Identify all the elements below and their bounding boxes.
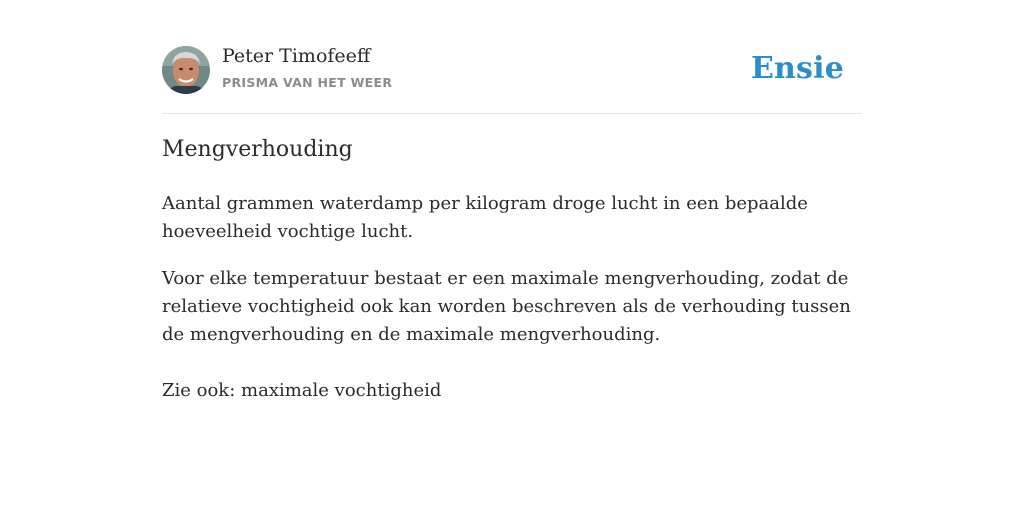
see-also-prefix: Zie ook: bbox=[162, 380, 242, 401]
avatar-photo-icon bbox=[162, 46, 210, 94]
definition-card bbox=[162, 0, 862, 401]
source-name[interactable]: PRISMA VAN HET WEER bbox=[222, 75, 393, 90]
explanation-paragraph: Voor elke temperatuur bestaat er een maximale mengverhouding, zodat de relatieve vochtigheid ook kan worden beschreven als de verhouding tussen de mengverhouding en de maximale mengverhouding. bbox=[162, 268, 851, 345]
page-title: Mengverhouding bbox=[162, 137, 353, 162]
see-also bbox=[162, 377, 852, 405]
author-name[interactable]: Peter Timofeeff bbox=[222, 45, 371, 67]
definition-paragraph: Aantal grammen waterdamp per kilogram droge lucht in een bepaalde hoeveelheid vochtige lucht. bbox=[162, 193, 808, 242]
see-also-link[interactable]: maximale vochtigheid bbox=[241, 380, 442, 401]
ensie-logo-link[interactable]: Ensie bbox=[750, 51, 844, 86]
card-header bbox=[162, 0, 862, 114]
author-avatar[interactable] bbox=[162, 46, 210, 94]
